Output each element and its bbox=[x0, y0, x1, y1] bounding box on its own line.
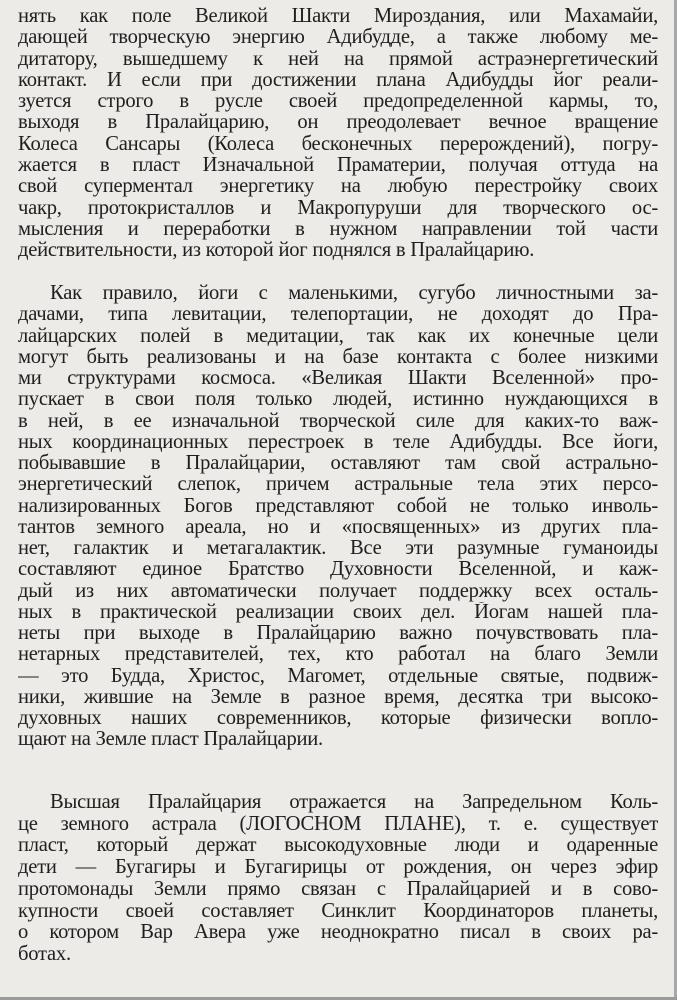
text-line: контакт. И если при достижении плана Адибудды йог реали- bbox=[18, 69, 658, 91]
text-line: ники, жившие на Земле в разное время, десятка три высоко- bbox=[18, 686, 658, 708]
text-line: в ней, в ее изначальной творческой силе для каких-то важ- bbox=[18, 410, 658, 432]
text-line: дачами, типа левитации, телепортации, не доходят до Пра- bbox=[18, 304, 658, 326]
text-line: о котором Вар Авера уже неоднократно писал в своих ра- bbox=[18, 922, 658, 944]
text-line: це земного астрала (ЛОГОСНОМ ПЛАНЕ), т. е. существует bbox=[18, 813, 658, 835]
text-line: щают на Земле пласт Пралайцарии. bbox=[18, 729, 323, 751]
text-line: неты при выходе в Пралайцарию важно почувствовать пла- bbox=[18, 623, 658, 644]
text-line: пласт, который держат высокодуховные люди и одаренные bbox=[18, 835, 658, 857]
text-line: выходя в Пралайцарию, он преодолевает вечное вращение bbox=[18, 112, 658, 134]
text-line: чакр, протокристаллов и Макропуруши для творческого ос- bbox=[18, 197, 658, 219]
text-line: ботах. bbox=[18, 943, 71, 965]
paragraph-2 bbox=[18, 283, 658, 751]
text-line: духовных наших современников, которые физически вопло- bbox=[18, 708, 658, 729]
text-line: свой суперментал энергетику на любую перестройку своих bbox=[18, 176, 658, 198]
text-line: лайцарских полей в медитации, так как их конечные цели bbox=[18, 325, 658, 347]
text-line: жается в пласт Изначальной Праматерии, получая оттуда на bbox=[18, 155, 658, 177]
paragraph-1 bbox=[18, 6, 658, 262]
text-line: дый из них автоматически получает поддержку всех осталь- bbox=[18, 580, 658, 602]
text-line: нализированных Богов представляют собой не только инволь- bbox=[18, 495, 658, 517]
text-line: тантов земного ареала, но и «посвященных» из других пла- bbox=[18, 516, 658, 538]
text-line: ми структурами космоса. «Великая Шакти Вселенной» про- bbox=[18, 368, 658, 389]
text-line: купности своей составляет Синклит Координаторов планеты, bbox=[18, 900, 658, 922]
text-line: протомонады Земли прямо связан с Пралайцарией и в сово- bbox=[18, 878, 658, 900]
text-line: дающей творческую энергию Адибудде, а также любому ме- bbox=[18, 27, 658, 49]
text-line: нет, галактик и метагалактик. Все эти разумные гуманоиды bbox=[18, 538, 658, 559]
text-line: энергетический слепок, причем астральные тела этих персо- bbox=[18, 474, 658, 496]
text-line: ных координационных перестроек в теле Адибудды. Все йоги, bbox=[18, 431, 658, 453]
text-line: побывавшие в Пралайцарии, оставляют там свой астрально- bbox=[18, 453, 658, 474]
text-line: ных в практической реализации своих дел. Йогам нашей пла- bbox=[18, 601, 658, 623]
text-line: мысления и переработки в нужном направлении той части bbox=[18, 218, 658, 240]
paragraph-3 bbox=[18, 792, 658, 966]
text-line: — это Будда, Христос, Магомет, отдельные святые, подвиж- bbox=[18, 665, 658, 687]
text-line: Колеса Сансары (Колеса бесконечных перерождений), погру- bbox=[18, 133, 658, 155]
text-line: могут быть реализованы и на базе контакта с более низкими bbox=[18, 346, 658, 368]
text-line: нять как поле Великой Шакти Мироздания, или Махамайи, bbox=[18, 6, 658, 27]
text-line: нетарных представителей, тех, кто работал на благо Земли bbox=[18, 644, 658, 666]
text-line: Высшая Пралайцария отражается на Запредельном Коль- bbox=[50, 792, 658, 813]
text-line: зуется строго в русле своей предопределенной кармы, то, bbox=[18, 91, 658, 113]
text-line: составляют единое Братство Духовности Вселенной, и каж- bbox=[18, 559, 658, 581]
text-line: дитатору, вышедшему к ней на прямой астраэнергетический bbox=[18, 48, 658, 70]
text-line: пускает в свои поля только людей, истинно нуждающихся в bbox=[18, 389, 658, 411]
text-line: Как правило, йоги с маленькими, сугубо личностными за- bbox=[50, 283, 658, 304]
text-line: дети — Бугагиры и Бугагирицы от рождения, он через эфир bbox=[18, 857, 658, 879]
text-line: действительности, из которой йог поднялся в Пралайцарию. bbox=[18, 240, 535, 262]
